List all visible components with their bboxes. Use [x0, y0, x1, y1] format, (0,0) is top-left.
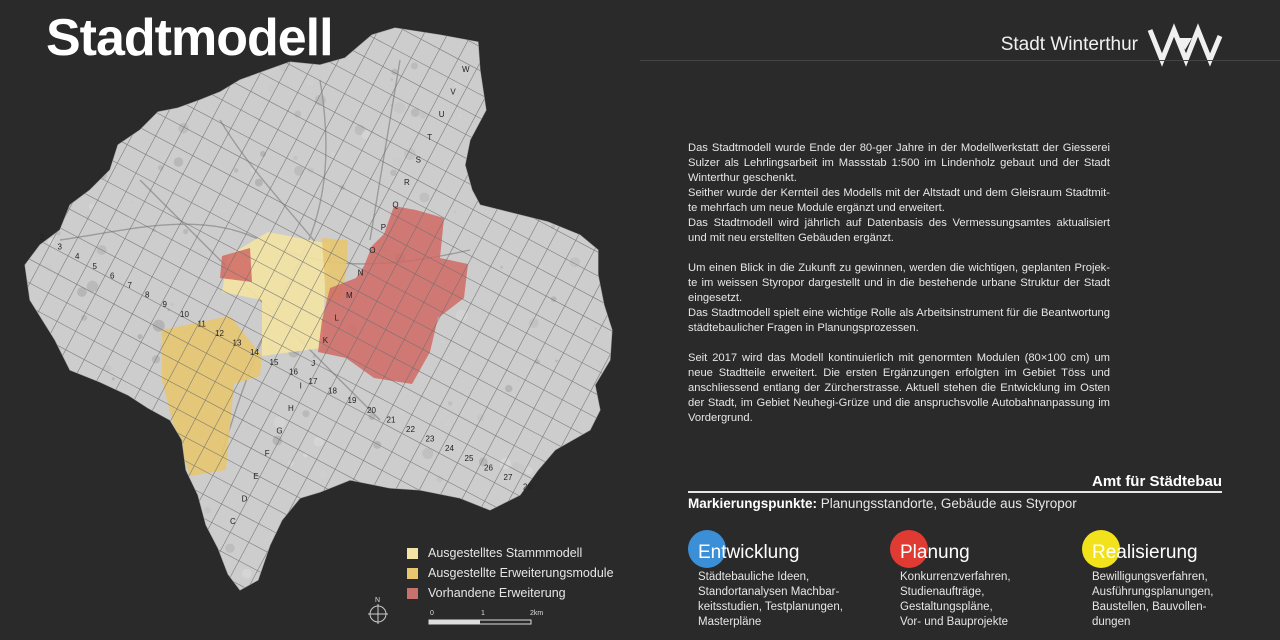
grid-letter-label: O	[369, 245, 376, 255]
grid-letter-label: I	[299, 381, 302, 391]
brand	[1001, 28, 1222, 62]
header-divider	[640, 60, 1280, 61]
phase-line: Standortanalysen Machbar-	[698, 586, 840, 598]
grid-letter-label: M	[346, 291, 353, 300]
grid-letter-label: R	[404, 178, 410, 187]
grid-number-label: 25	[464, 453, 474, 463]
scale-label: 0	[430, 610, 434, 617]
legend-swatch	[407, 548, 418, 559]
grid-number-label: 3	[57, 242, 62, 252]
grid-letter-label: K	[322, 336, 329, 346]
grid-number-label: 28	[523, 482, 532, 492]
phase-line: Masterpläne	[698, 616, 762, 628]
grid-number-label: 26	[484, 463, 493, 473]
markers-text: Planungsstandorte, Gebäude aus Styropor	[820, 496, 1077, 511]
phase-description	[900, 570, 1070, 630]
description-p4: Um einen Blick in die Zukunft zu gewinnen, werden die wichtigen, geplanten Projek-te im weissen Styropor dargestellt und in die bestehende urbane Struktur der Stadt eingesetzt.	[688, 262, 1110, 304]
legend-label: Vorhandene Erweiterung	[428, 586, 566, 600]
phase-title: Realisierung	[1092, 542, 1198, 563]
office-divider	[688, 491, 1222, 493]
phase-line: Konkurrenzverfahren,	[900, 571, 1011, 583]
grid-letter-label: J	[311, 358, 316, 368]
legend-swatch	[407, 588, 418, 599]
north-label: N	[375, 597, 381, 604]
grid-letter-label: U	[438, 110, 445, 120]
grid-letter-label: S	[415, 155, 421, 165]
phase-line: Baustellen, Bauvollen-	[1092, 601, 1207, 613]
phase-line: Vor- und Bauprojekte	[900, 616, 1009, 628]
grid-number-label: 17	[308, 377, 318, 386]
phase-line: Städtebauliche Ideen,	[698, 571, 810, 583]
grid-number-label: 8	[145, 290, 150, 300]
scale-label: 2km	[530, 610, 544, 617]
phase-line: keitsstudien, Testplanungen,	[698, 601, 843, 613]
grid-number-label: 13	[232, 338, 242, 348]
grid-number-label: 2	[40, 233, 45, 242]
grid-number-label: 24	[445, 444, 454, 454]
description-p2: Seither wurde der Kernteil des Modells mit der Altstadt und dem Gleisraum Stadtmit-te mehrfach um neue Module ergänzt und erweitert.	[688, 187, 1110, 214]
phase-line: Studienaufträge,	[900, 586, 985, 598]
description-text	[688, 141, 1110, 426]
grid-number-label: 5	[92, 261, 97, 271]
scale-bar	[428, 608, 544, 635]
grid-number-label: 27	[503, 473, 513, 482]
grid-letter-label: N	[357, 268, 364, 278]
office-name: Amt für Städtebau	[1091, 473, 1222, 490]
grid-number-label: 4	[75, 252, 80, 262]
grid-letter-label: F	[264, 449, 270, 459]
grid-number-label: 15	[269, 357, 279, 367]
phase-line: Bewilligungsverfahren,	[1092, 571, 1208, 583]
phase-description	[1092, 570, 1262, 630]
legend-item	[407, 563, 614, 583]
grid-number-label: 11	[197, 319, 206, 329]
grid-number-label: 18	[328, 386, 337, 396]
legend-item	[407, 583, 614, 603]
grid-letter-label: V	[450, 87, 456, 97]
legend-label: Ausgestellte Erweiterungsmodule	[428, 566, 614, 580]
description-p5: Das Stadtmodell spielt eine wichtige Rolle als Arbeitsinstrument für die Beantwortung städtebaulicher Fragen in Planungsprozessen.	[688, 307, 1110, 334]
grid-number-label: 19	[347, 396, 357, 406]
markers-label: Markierungspunkte:	[688, 496, 818, 511]
grid-letter-label: H	[288, 404, 294, 413]
grid-number-label: 6	[110, 271, 115, 281]
legend-item	[407, 543, 614, 563]
grid-letter-label: G	[276, 426, 283, 436]
grid-letter-label: P	[380, 223, 387, 233]
scale-label: 1	[481, 610, 485, 617]
grid-number-label: 7	[127, 281, 132, 290]
grid-letter-label: W	[462, 65, 470, 74]
grid-number-label: 14	[250, 348, 259, 358]
grid-letter-label: T	[427, 132, 433, 142]
page-title: Stadtmodell	[46, 9, 333, 67]
description-p3: Das Stadtmodell wird jährlich auf Datenbasis des Vermessungsamtes aktualisiert und mit neu erstellten Gebäuden ergänzt.	[688, 217, 1110, 244]
grid-letter-label: D	[241, 494, 248, 504]
grid-number-label: 10	[180, 309, 189, 319]
grid-letter-label: L	[334, 313, 339, 323]
phase-line: Ausführungsplanungen,	[1092, 586, 1214, 598]
grid-letter-label: C	[230, 517, 236, 526]
description-p1: Das Stadtmodell wurde Ende der 80-ger Jahre in der Modellwerkstatt der Giesserei Sulzer als Lehrlingsarbeit im Massstab 1:500 im Lindenholz gebaut und der Stadt Winterthur geschenkt.	[688, 142, 1110, 184]
grid-number-label: 20	[367, 405, 376, 415]
phase-line: dungen	[1092, 616, 1131, 628]
phase-line: Gestaltungspläne,	[900, 601, 993, 613]
phase-title: Entwicklung	[698, 542, 800, 563]
winterthur-logo-icon	[1148, 28, 1222, 62]
grid-number-label: 21	[386, 415, 396, 425]
description-p6: Seit 2017 wird das Modell kontinuierlich mit genormten Modulen (80×100 cm) um neue Stadtteile erweitert. Die ersten Ergänzungen erfolgten im Gebiet Töss und anschliessend entlang der Zürcherstrasse. Aktuell stehen die Entwicklung im Osten der Stadt, im Gebiet Neuhegi-Grüze und die anspruchsvolle Autobahnanpassung im Vordergrund.	[688, 352, 1110, 424]
grid-number-label: 12	[215, 329, 224, 338]
grid-number-label: 9	[162, 300, 167, 310]
grid-number-label: 16	[289, 367, 298, 377]
north-arrow	[368, 597, 388, 624]
legend-swatch	[407, 568, 418, 579]
grid-letter-label: Q	[392, 200, 399, 210]
grid-letter-label: E	[253, 471, 259, 481]
brand-name: Stadt Winterthur	[1000, 34, 1138, 55]
grid-number-label: 23	[425, 434, 435, 444]
map-legend	[407, 543, 614, 603]
markers-line	[688, 496, 1077, 511]
phase-title: Planung	[900, 542, 970, 563]
phase-description	[698, 570, 868, 630]
grid-number-label: 22	[406, 425, 415, 434]
legend-label: Ausgestelltes Stammmodell	[428, 546, 583, 560]
